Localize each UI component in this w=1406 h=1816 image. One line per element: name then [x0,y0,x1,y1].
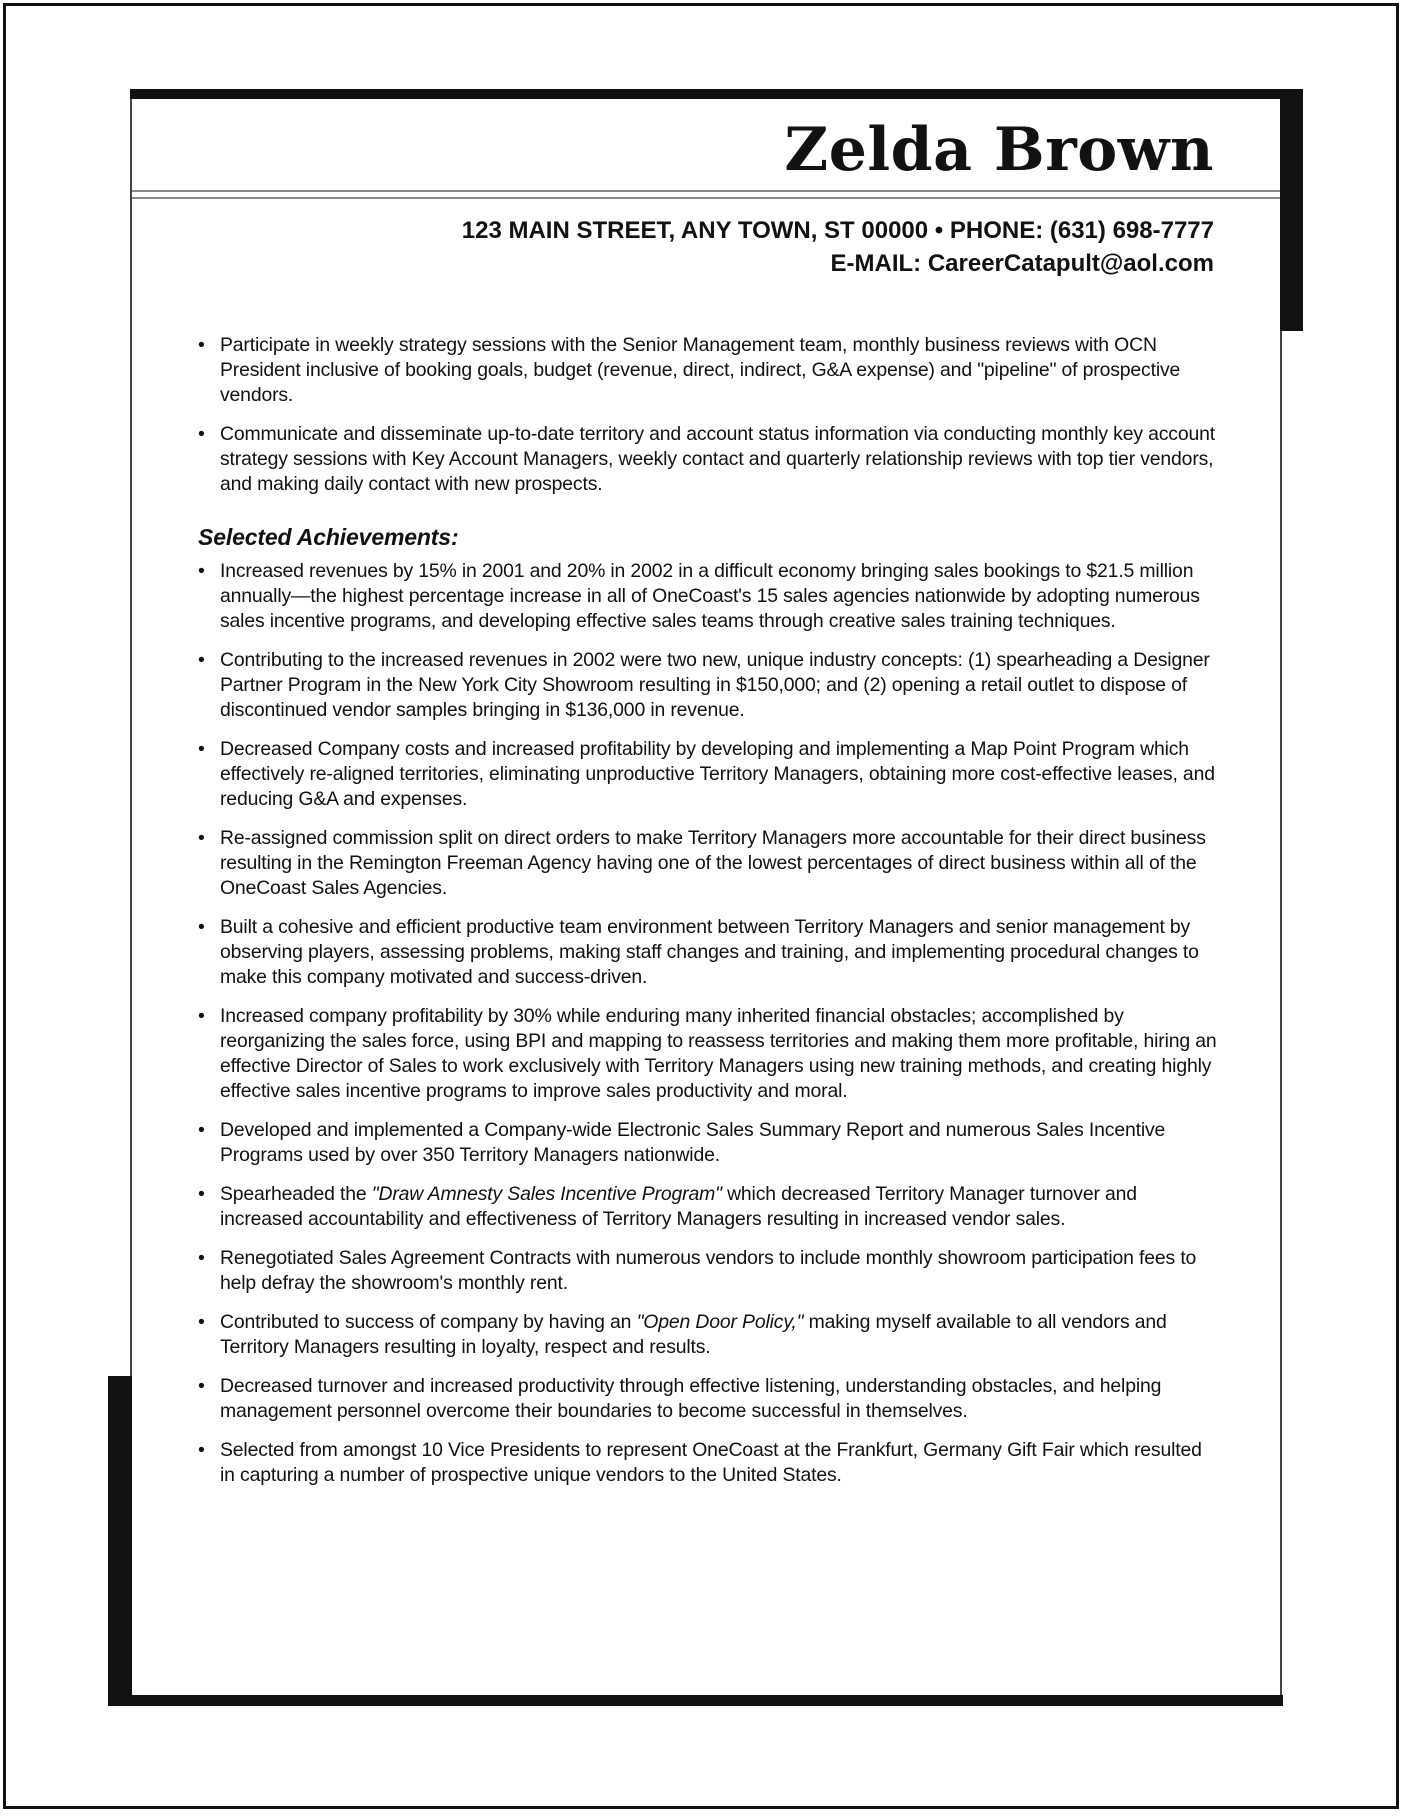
list-item [196,1374,1221,1424]
contact-block [462,214,1214,280]
list-item [196,1118,1221,1168]
list-item [196,826,1221,901]
bullet-icon: • [198,649,205,671]
bullet-icon: • [198,1247,205,1269]
list-item-text: Developed and implemented a Company-wide Electronic Sales Summary Report and numerous Sales Incentive Programs used by over 350 Territory Managers nationwide. [220,1119,1166,1166]
list-item [196,559,1221,634]
bullet-icon: • [198,916,205,938]
list-item [196,1004,1221,1104]
resume-body [196,333,1221,1502]
section-heading: Selected Achievements: [198,524,459,550]
bullet-icon: • [198,334,205,356]
header-rule-top [132,190,1280,192]
list-item [196,915,1221,990]
list-item-text: Communicate and disseminate up-to-date territory and account status information via conducting monthly key account strategy sessions with Key Account Managers, weekly contact and quarterly relationship reviews with top tier vendors, and making daily contact with new prospects. [220,423,1215,495]
email-line: E-MAIL: CareerCatapult@aol.com [830,250,1214,277]
address-line: 123 MAIN STREET, ANY TOWN, ST 00000 • PHONE: (631) 698-7777 [461,217,1214,244]
top-accent-bar [130,89,1303,99]
list-item [196,1182,1221,1232]
bullet-icon: • [198,1119,205,1141]
list-item-text: Re-assigned commission split on direct orders to make Territory Managers more accountable for their direct business resulting in the Remington Freeman Agency having one of the lowest percentages of direct business within all of the OneCoast Sales Agencies. [220,827,1206,899]
bullet-icon: • [198,1439,205,1461]
list-item-text: Increased revenues by 15% in 2001 and 20% in 2002 in a difficult economy bringing sales bookings to $21.5 million annually—the highest percentage increase in all of OneCoast's 15 sales agencies nationwide by adopting numerous sales incentive programs, and developing effective sales teams through creative sales training techniques. [220,560,1200,632]
list-item-text: Selected from amongst 10 Vice Presidents to represent OneCoast at the Frankfurt, Germany Gift Fair which resulted in capturing a number of prospective unique vendors to the United States. [220,1439,1202,1486]
bullet-icon: • [198,560,205,582]
list-item-text: Decreased Company costs and increased profitability by developing and implementing a Map Point Program which effectively re-aligned territories, eliminating unproductive Territory Managers, obtaining more cost-effective leases, and reducing G&A and expenses. [220,738,1215,810]
list-item-text: making myself available to all vendors and Territory Managers resulting in loyalty, respect and results. [220,1311,1167,1358]
list-item-text: Contributing to the increased revenues in 2002 were two new, unique industry concepts: (1) spearheading a Designer Partner Program in the New York City Showroom resulting in $150,000; and (2) opening a retail outlet to dispose of discontinued vendor samples bringing in $136,000 in revenue. [220,649,1210,721]
list-item-text: Increased company profitability by 30% while enduring many inherited financial obstacles; accomplished by reorganizing the sales force, using BPI and mapping to reassess territories and making them more profitable, hiring an effective Director of Sales to work exclusively with Territory Managers using new training methods, and creating highly effective sales incentive programs to improve sales productivity and moral. [220,1005,1217,1102]
right-accent-bar [1280,89,1303,331]
list-item-text: Contributed to success of company by having an [220,1311,637,1333]
bullet-icon: • [198,738,205,760]
bottom-accent-bar [108,1695,1283,1706]
header-rule-bottom [132,197,1280,199]
list-item [196,333,1221,408]
bullet-icon: • [198,423,205,445]
list-item-emphasis: "Open Door Policy," [636,1311,804,1333]
bullet-icon: • [198,1005,205,1027]
list-item [196,1438,1221,1488]
list-item-text: which decreased Territory Manager turnover and increased accountability and effectiveness of Territory Managers resulting in increased vendor sales. [220,1183,1137,1230]
list-item [196,422,1221,497]
responsibilities-list [196,333,1221,497]
list-item-text: Renegotiated Sales Agreement Contracts with numerous vendors to include monthly showroom participation fees to help defray the showroom's monthly rent. [220,1247,1197,1294]
bullet-icon: • [198,1375,205,1397]
list-item [196,648,1221,723]
bullet-icon: • [198,1183,205,1205]
list-item-text: Spearheaded the [220,1183,372,1205]
bullet-icon: • [198,1311,205,1333]
list-item [196,1310,1221,1360]
list-item-emphasis: "Draw Amnesty Sales Incentive Program" [371,1183,722,1205]
list-item [196,1246,1221,1296]
list-item-text: Decreased turnover and increased productivity through effective listening, understanding obstacles, and helping management personnel overcome their boundaries to become successful in themselves. [220,1375,1162,1422]
candidate-name: Zelda Brown [784,115,1214,185]
list-item [196,737,1221,812]
left-accent-bar [108,1376,132,1706]
list-item-text: Built a cohesive and efficient productive team environment between Territory Managers and senior management by observing players, assessing problems, making staff changes and training, and implementing procedural changes to make this company motivated and success-driven. [220,916,1199,988]
list-item-text: Participate in weekly strategy sessions with the Senior Management team, monthly business reviews with OCN President inclusive of booking goals, budget (revenue, direct, indirect, G&A expense) and "pipeline" of prospective vendors. [220,334,1181,406]
bullet-icon: • [198,827,205,849]
achievements-list [196,559,1221,1488]
